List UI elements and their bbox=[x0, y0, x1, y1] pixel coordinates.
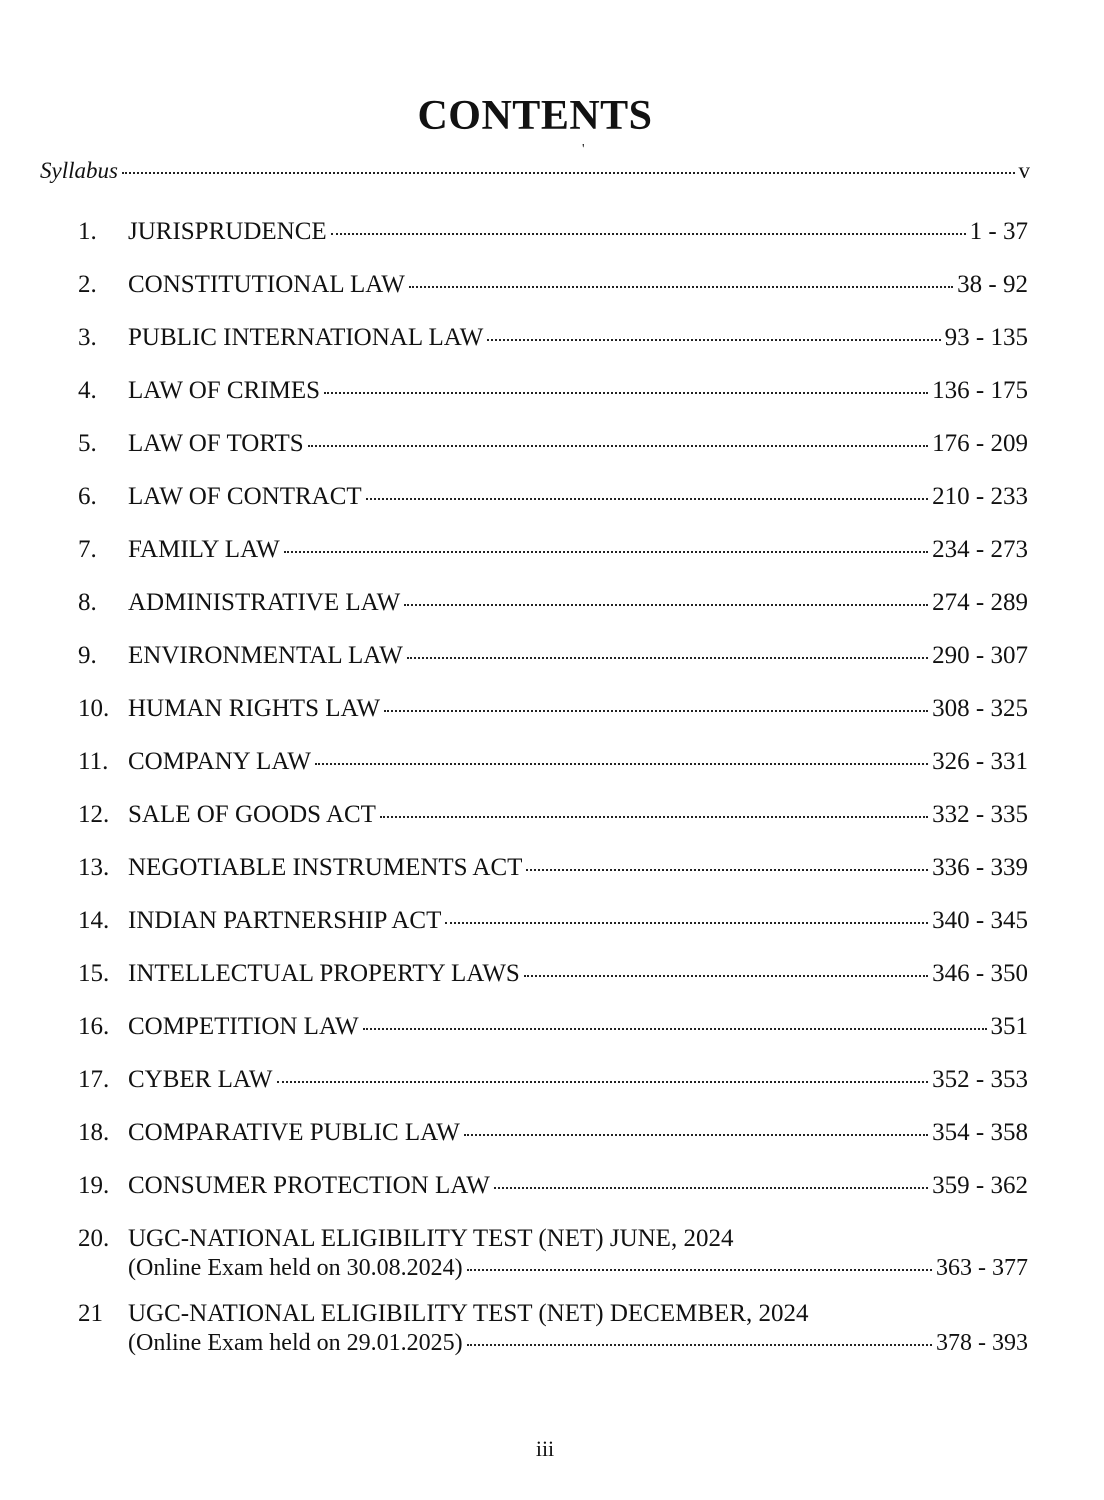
toc-entry[interactable] bbox=[78, 748, 1028, 801]
dot-leader bbox=[464, 1134, 928, 1136]
entry-pages: 336 - 339 bbox=[932, 854, 1028, 881]
toc-entry[interactable] bbox=[78, 1172, 1028, 1225]
entry-pages: 176 - 209 bbox=[932, 430, 1028, 457]
entry-number: 2. bbox=[78, 271, 97, 298]
entry-pages: 359 - 362 bbox=[932, 1172, 1028, 1199]
entry-pages: 274 - 289 bbox=[932, 589, 1028, 616]
table-of-contents bbox=[78, 218, 1028, 1375]
entry-title: CYBER LAW bbox=[128, 1066, 273, 1093]
dot-leader bbox=[494, 1187, 928, 1189]
entry-pages: 346 - 350 bbox=[932, 960, 1028, 987]
toc-entry-exam[interactable] bbox=[78, 1300, 1028, 1357]
entry-number: 1. bbox=[78, 218, 97, 245]
syllabus-page: v bbox=[1018, 158, 1030, 183]
entry-number: 19. bbox=[78, 1172, 110, 1199]
entry-title: LAW OF CONTRACT bbox=[128, 483, 362, 510]
entry-title: ADMINISTRATIVE LAW bbox=[128, 589, 401, 616]
entry-title: COMPETITION LAW bbox=[128, 1013, 359, 1040]
dot-leader bbox=[384, 710, 928, 712]
dot-leader bbox=[277, 1081, 929, 1083]
dot-leader bbox=[284, 551, 928, 553]
entry-number: 13. bbox=[78, 854, 110, 881]
entry-pages: 378 - 393 bbox=[936, 1330, 1028, 1356]
entry-title: UGC-NATIONAL ELIGIBILITY TEST (NET) JUNE, 2024 bbox=[128, 1225, 734, 1252]
dot-leader bbox=[467, 1269, 932, 1271]
toc-entry[interactable] bbox=[78, 589, 1028, 642]
toc-entry[interactable] bbox=[78, 218, 1028, 271]
toc-entry[interactable] bbox=[78, 1119, 1028, 1172]
entry-title: UGC-NATIONAL ELIGIBILITY TEST (NET) DECEMBER, 2024 bbox=[128, 1300, 809, 1327]
toc-entry[interactable] bbox=[78, 271, 1028, 324]
entry-pages: 210 - 233 bbox=[932, 483, 1028, 510]
dot-leader bbox=[363, 1028, 987, 1030]
entry-pages: 93 - 135 bbox=[944, 324, 1028, 351]
entry-subtitle: (Online Exam held on 30.08.2024) bbox=[128, 1255, 463, 1281]
dot-leader bbox=[524, 975, 928, 977]
toc-entry[interactable] bbox=[78, 642, 1028, 695]
entry-number: 5. bbox=[78, 430, 97, 457]
toc-entry[interactable] bbox=[78, 1066, 1028, 1119]
entry-pages: 308 - 325 bbox=[932, 695, 1028, 722]
entry-pages: 326 - 331 bbox=[932, 748, 1028, 775]
entry-title: LAW OF TORTS bbox=[128, 430, 304, 457]
entry-title: HUMAN RIGHTS LAW bbox=[128, 695, 381, 722]
entry-number: 10. bbox=[78, 695, 110, 722]
entry-pages: 340 - 345 bbox=[932, 907, 1028, 934]
toc-entry[interactable] bbox=[78, 377, 1028, 430]
entry-title: FAMILY LAW bbox=[128, 536, 280, 563]
entry-pages: 290 - 307 bbox=[932, 642, 1028, 669]
entry-number: 8. bbox=[78, 589, 97, 616]
entry-number: 14. bbox=[78, 907, 110, 934]
entry-pages: 351 bbox=[990, 1013, 1028, 1040]
stray-mark: ' bbox=[582, 142, 585, 157]
entry-number: 3. bbox=[78, 324, 97, 351]
entry-title: COMPANY LAW bbox=[128, 748, 311, 775]
entry-number: 16. bbox=[78, 1013, 110, 1040]
toc-entry[interactable] bbox=[78, 960, 1028, 1013]
page-number: iii bbox=[535, 1436, 555, 1461]
entry-pages: 234 - 273 bbox=[932, 536, 1028, 563]
toc-entry[interactable] bbox=[78, 324, 1028, 377]
syllabus-label: Syllabus bbox=[40, 158, 118, 183]
entry-title: CONSUMER PROTECTION LAW bbox=[128, 1172, 490, 1199]
entry-number: 17. bbox=[78, 1066, 110, 1093]
toc-entry-exam[interactable] bbox=[78, 1225, 1028, 1282]
dot-leader bbox=[308, 445, 928, 447]
page-title: CONTENTS bbox=[417, 93, 653, 139]
entry-pages: 1 - 37 bbox=[969, 218, 1028, 245]
entry-pages: 352 - 353 bbox=[932, 1066, 1028, 1093]
entry-number: 9. bbox=[78, 642, 97, 669]
syllabus-entry[interactable] bbox=[40, 158, 1030, 184]
dot-leader bbox=[487, 339, 940, 341]
dot-leader bbox=[409, 286, 953, 288]
entry-number: 15. bbox=[78, 960, 110, 987]
entry-title: ENVIRONMENTAL LAW bbox=[128, 642, 403, 669]
toc-entry[interactable] bbox=[78, 695, 1028, 748]
entry-number: 11. bbox=[78, 748, 109, 775]
entry-pages: 136 - 175 bbox=[932, 377, 1028, 404]
dot-leader bbox=[407, 657, 928, 659]
entry-title: CONSTITUTIONAL LAW bbox=[128, 271, 405, 298]
dot-leader bbox=[324, 392, 928, 394]
dot-leader bbox=[445, 922, 928, 924]
toc-entry[interactable] bbox=[78, 430, 1028, 483]
entry-number: 7. bbox=[78, 536, 97, 563]
entry-title: PUBLIC INTERNATIONAL LAW bbox=[128, 324, 484, 351]
toc-entry[interactable] bbox=[78, 801, 1028, 854]
entry-number: 6. bbox=[78, 483, 97, 510]
entry-number: 20. bbox=[78, 1225, 110, 1252]
entry-title: INDIAN PARTNERSHIP ACT bbox=[128, 907, 442, 934]
dot-leader bbox=[331, 233, 966, 235]
entry-number: 21 bbox=[78, 1300, 103, 1327]
entry-title: COMPARATIVE PUBLIC LAW bbox=[128, 1119, 460, 1146]
entry-title: LAW OF CRIMES bbox=[128, 377, 321, 404]
dot-leader bbox=[380, 816, 928, 818]
dot-leader bbox=[467, 1344, 932, 1346]
entry-pages: 363 - 377 bbox=[936, 1255, 1028, 1281]
entry-pages: 332 - 335 bbox=[932, 801, 1028, 828]
entry-pages: 354 - 358 bbox=[932, 1119, 1028, 1146]
toc-entry[interactable] bbox=[78, 854, 1028, 907]
entry-title: JURISPRUDENCE bbox=[128, 218, 327, 245]
entry-number: 18. bbox=[78, 1119, 110, 1146]
dot-leader bbox=[404, 604, 928, 606]
entry-subtitle: (Online Exam held on 29.01.2025) bbox=[128, 1330, 463, 1356]
entry-title: SALE OF GOODS ACT bbox=[128, 801, 376, 828]
toc-entry[interactable] bbox=[78, 483, 1028, 536]
toc-entry[interactable] bbox=[78, 1013, 1028, 1066]
entry-number: 4. bbox=[78, 377, 97, 404]
toc-entry[interactable] bbox=[78, 907, 1028, 960]
dot-leader bbox=[122, 172, 1015, 174]
entry-number: 12. bbox=[78, 801, 110, 828]
entry-pages: 38 - 92 bbox=[957, 271, 1028, 298]
dot-leader bbox=[526, 869, 928, 871]
entry-title: NEGOTIABLE INSTRUMENTS ACT bbox=[128, 854, 523, 881]
dot-leader bbox=[315, 763, 928, 765]
toc-entry[interactable] bbox=[78, 536, 1028, 589]
dot-leader bbox=[366, 498, 929, 500]
entry-title: INTELLECTUAL PROPERTY LAWS bbox=[128, 960, 520, 987]
